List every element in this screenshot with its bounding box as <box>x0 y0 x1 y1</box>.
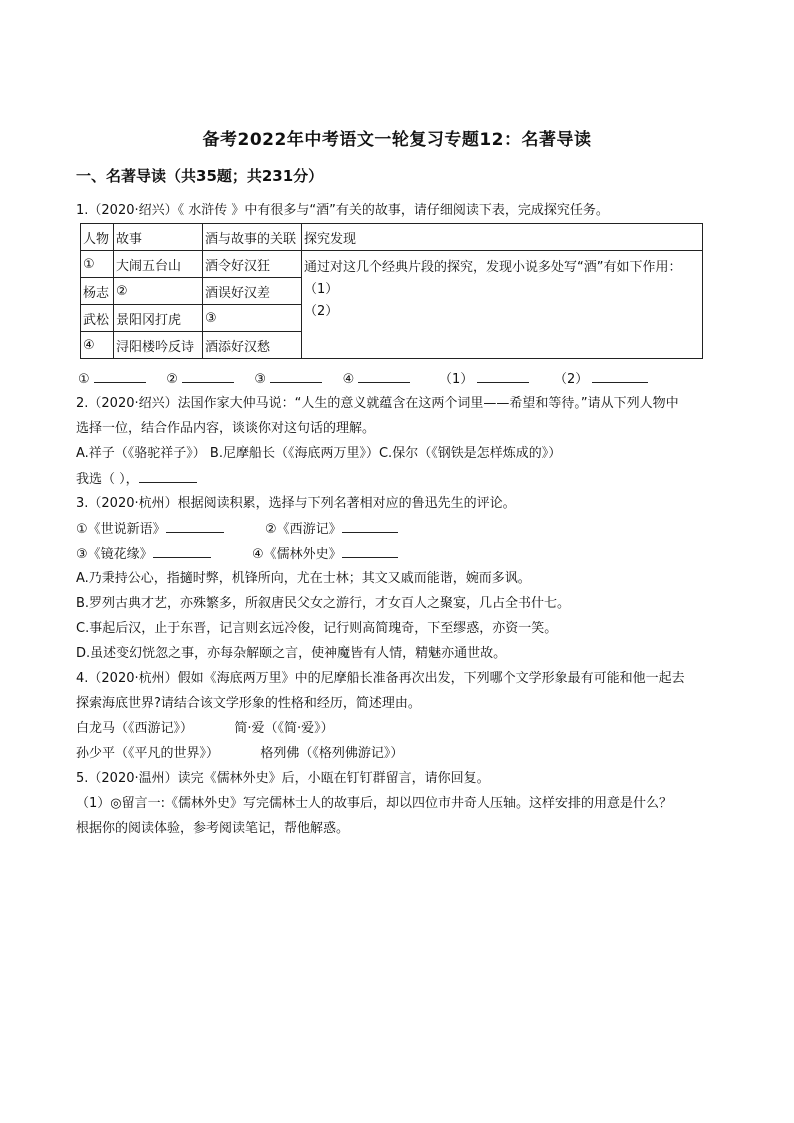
blank-label: ① <box>78 372 90 387</box>
blank-label: （1） <box>439 372 474 387</box>
table-cell: ④ <box>81 332 114 359</box>
q3-option-d: D.虽述变幻恍忽之事，亦每杂解颐之言，使神魔皆有人情，精魅亦通世故。 <box>76 646 507 661</box>
q5-sub1-line2: 根据你的阅读体验，参考阅读笔记，帮他解惑。 <box>76 821 350 836</box>
q4-stem-line2: 探索海底世界?请结合该文学形象的性格和经历，简述理由。 <box>76 696 421 711</box>
answer-blank[interactable] <box>166 520 224 533</box>
q5-stem: 5.（2020·温州）读完《儒林外史》后，小瓯在钉钉群留言，请你回复。 <box>76 771 490 786</box>
q3-option-b: B.罗列古典才艺，亦殊繁多，所叙唐民父女之游行，才女百人之聚宴，几占全书什七。 <box>76 596 571 611</box>
q4-option: 孙少平（《平凡的世界》） <box>76 746 220 761</box>
q2-stem-line1: 2.（2020·绍兴）法国作家大仲马说：“人生的意义就蕴含在这两个词里——希望和等待。”请从下列人物中 <box>76 396 679 411</box>
discover-line: 通过对这几个经典片段的探究，发现小说多处写“酒”有如下作用： <box>304 260 682 275</box>
blank-label: ③ <box>254 372 267 387</box>
table-cell: 酒令好汉狂 <box>203 251 302 278</box>
answer-blank[interactable] <box>592 370 648 383</box>
story-table <box>80 223 703 359</box>
table-cell: ③ <box>203 305 302 332</box>
table-header-cell: 探究发现 <box>302 224 703 251</box>
table-cell: 浔阳楼吟反诗 <box>114 332 203 359</box>
book-label: ④《儒林外史》 <box>251 547 342 562</box>
table-cell: 酒误好汉差 <box>203 278 302 305</box>
table-cell: ② <box>114 278 203 305</box>
answer-blank[interactable] <box>342 520 398 533</box>
discover-line: （1） <box>304 282 339 297</box>
blank-label: （2） <box>553 372 589 387</box>
q2-stem-line2: 选择一位，结合作品内容，谈谈你对这句话的理解。 <box>76 421 376 436</box>
answer-blank[interactable] <box>270 370 322 383</box>
table-cell: 景阳冈打虎 <box>114 305 203 332</box>
section-heading: 一、名著导读（共35题；共231分） <box>76 167 324 185</box>
q4-option: 白龙马（《西游记》） <box>76 721 194 736</box>
table-header-row <box>81 224 703 251</box>
answer-blank[interactable] <box>342 545 398 558</box>
table-header-cell: 故事 <box>114 224 203 251</box>
q3-option-c: C.事起后汉，止于东晋，记言则玄远冷俊，记行则高简瑰奇，下至缪惑，亦资一笑。 <box>76 621 558 636</box>
answer-blank[interactable] <box>182 370 234 383</box>
discover-cell <box>302 251 703 359</box>
table-cell: 酒添好汉愁 <box>203 332 302 359</box>
q2-options: A.祥子（《骆驼祥子》） B.尼摩船长（《海底两万里》）C.保尔（《钢铁是怎样炼成的》） <box>76 446 562 461</box>
answer-blank[interactable] <box>358 370 410 383</box>
q1-answer-blanks <box>78 368 652 387</box>
book-label: ①《世说新语》 <box>76 522 166 537</box>
q3-stem: 3.（2020·杭州）根据阅读积累，选择与下列名著相对应的鲁迅先生的评论。 <box>76 496 516 511</box>
blank-label: ④ <box>342 372 355 387</box>
answer-blank[interactable] <box>139 470 197 483</box>
q2-answer-line <box>76 470 197 489</box>
q3-blank-row2 <box>76 545 398 564</box>
q4-option: 格列佛（《格列佛游记》） <box>260 746 404 761</box>
book-label: ③《镜花缘》 <box>76 547 153 562</box>
answer-blank[interactable] <box>477 370 529 383</box>
table-cell: 武松 <box>81 305 114 332</box>
q3-blank-row1 <box>76 520 398 539</box>
table-row <box>81 251 703 278</box>
table-cell: 杨志 <box>81 278 114 305</box>
book-label: ②《西游记》 <box>264 522 342 537</box>
table-cell: ① <box>81 251 114 278</box>
blank-label: ② <box>166 372 178 387</box>
q4-options-row2 <box>76 745 403 763</box>
page-title: 备考2022年中考语文一轮复习专题12：名著导读 <box>202 130 592 150</box>
q1-stem: 1.（2020·绍兴）《 水浒传 》中有很多与“酒”有关的故事，请仔细阅读下表，完成探究任务。 <box>76 203 609 218</box>
q5-sub1-line1: （1）◎留言一:《儒林外史》写完儒林士人的故事后，却以四位市井奇人压轴。这样安排的用意是什么？ <box>76 796 672 811</box>
q4-options-row1 <box>76 720 334 738</box>
table-header-cell: 酒与故事的关联 <box>203 224 302 251</box>
answer-blank[interactable] <box>94 370 146 383</box>
table-cell: 大闹五台山 <box>114 251 203 278</box>
q3-option-a: A.乃秉持公心，指擿时弊，机锋所向，尤在士林；其文又戚而能谐，婉而多讽。 <box>76 571 531 586</box>
q4-stem-line1: 4.（2020·杭州）假如《海底两万里》中的尼摩船长准备再次出发，下列哪个文学形象最有可能和他一起去 <box>76 671 685 686</box>
table-header-cell: 人物 <box>81 224 114 251</box>
q2-answer-label: 我选（ ）， <box>76 472 139 487</box>
answer-blank[interactable] <box>153 545 211 558</box>
discover-line: （2） <box>304 304 339 319</box>
q4-option: 简·爱（《简·爱》） <box>234 721 334 736</box>
